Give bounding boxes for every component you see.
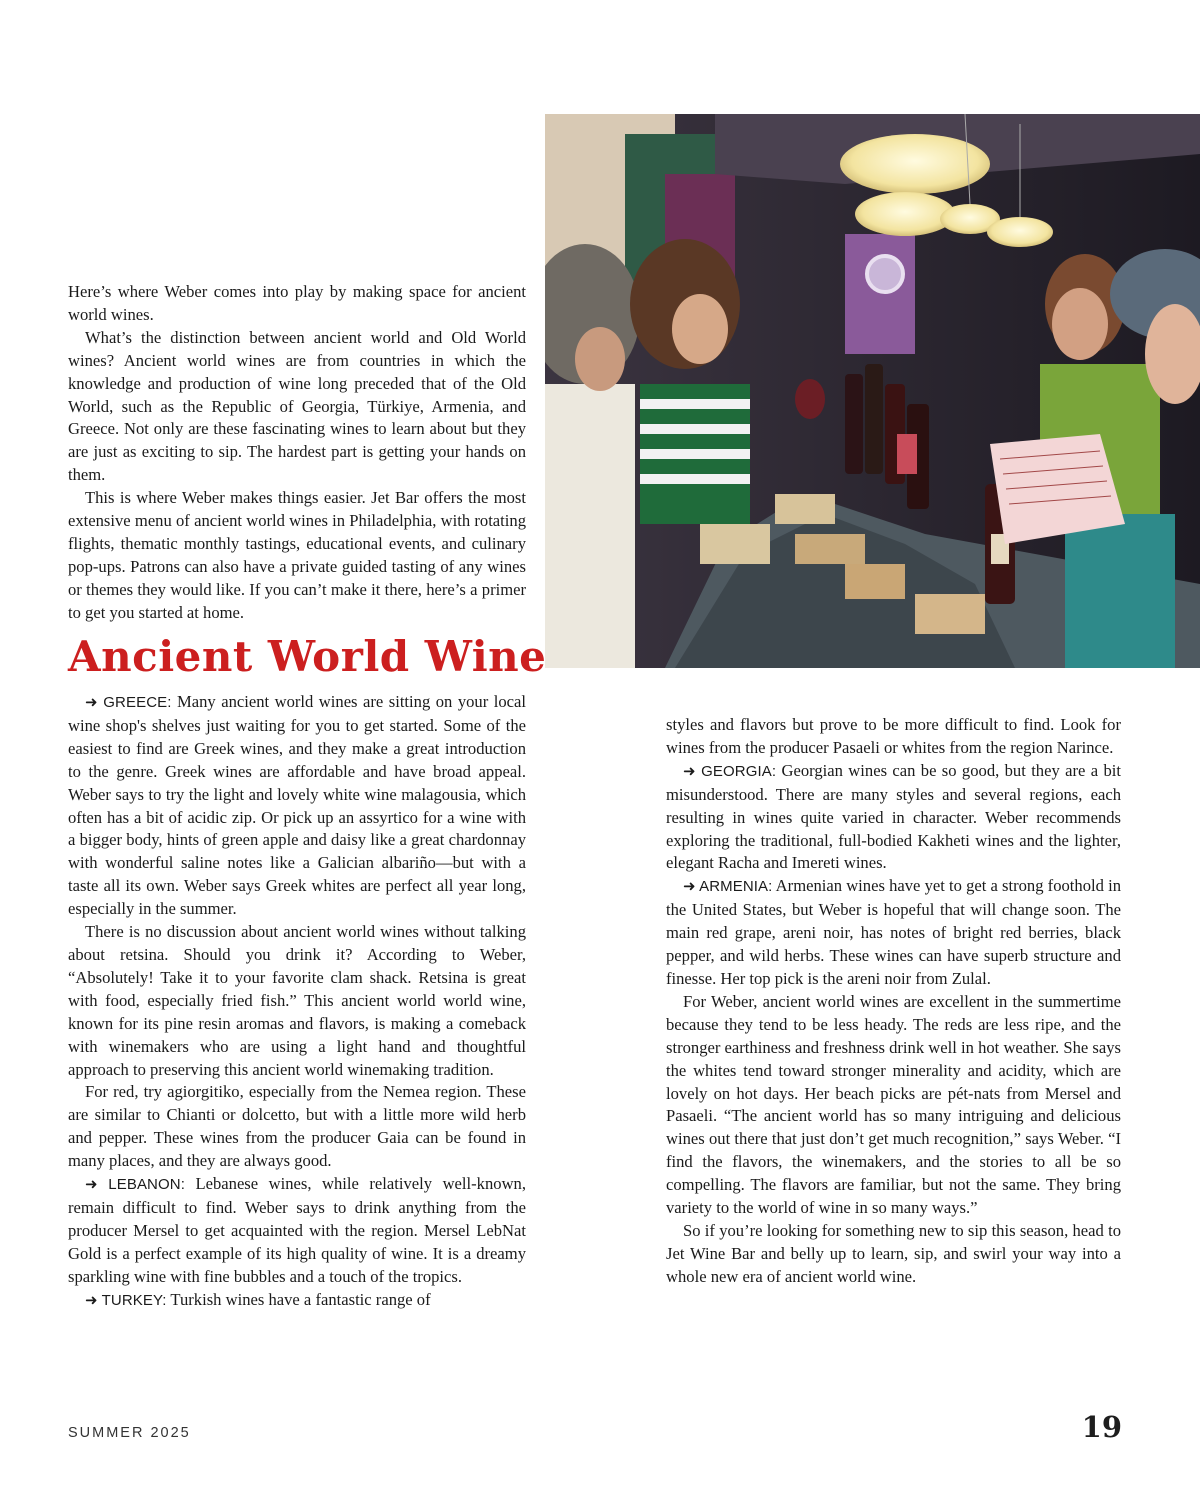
georgia-paragraph	[666, 760, 1121, 876]
greece-lead: ➜ GREECE:	[85, 694, 172, 711]
armenia-text: Armenian wines have yet to get a strong foothold in the United States, but Weber is hopeful that will change soon. The main red grape, areni noir, has notes of bright red berries, black pepper, and wild herbs. These wines can have superb structure and finesse. Her top pick is the areni noir from Zulal.	[666, 876, 1121, 988]
turkey-text: Turkish wines have a fantastic range of	[166, 1289, 431, 1309]
issue-label: SUMMER 2025	[68, 1425, 191, 1441]
greece-paragraph	[68, 691, 526, 921]
summer-paragraph: For Weber, ancient world wines are excellent in the summertime because they tend to be less heady. The reds are less ripe, and the stronger earthiness and freshness drink well in hot weather. She says the whites tend toward stronger minerality and acidity, which are lovely on hot days. Her beach picks are pét-nats from Mersel and Pasaeli. “The ancient world has so many intriguing and delicious wines out there that just don’t get much recognition,” says Weber. “I find the flavors, the winemakers, and the stories to all be so compelling. The flavors are familiar, but not the same. They bring variety to the world of wine in so many ways.”	[666, 991, 1121, 1218]
intro-paragraph: This is where Weber makes things easier. Jet Bar offers the most extensive menu of ancient world wines in Philadelphia, with rotating flights, thematic monthly tastings, educational events, and culinary pop-ups. Patrons can also have a private guided tasting of any wines or themes they would like. If you can’t make it there, here’s a primer to get you started at home.	[68, 488, 526, 622]
turkey-paragraph	[68, 1289, 526, 1313]
intro-paragraph: What’s the distinction between ancient world and Old World wines? Ancient world wines are from countries in which the knowledge and production of wine long preceded that of the Old World, such as the Republic of Georgia, Türkiye, Armenia, and Greece. Not only are these fascinating wines to learn about but they are just as exciting to sip. The hardest part is getting your hands on them.	[68, 327, 526, 485]
left-article-column	[68, 691, 526, 1312]
greece-text: Many ancient world wines are sitting on your local wine shop's shelves just waiting for you to get started. Some of the easiest to find are Greek wines, and they make a great introduction to the genre. Greek wines are affordable and have broad appeal. Weber says to try the light and lovely white wine malagousia, which often has a bit of acidic zip. Or pick up an assyrtico for a wine with a bigger body, hints of green apple and daisy like a great chardonnay with wonderful saline notes like a Galician albariño—but with a taste all its own. Weber says Greek whites are perfect all year long, especially in the summer.	[68, 692, 526, 919]
page-number: 19	[1081, 1410, 1122, 1444]
intro-paragraph: Here’s where Weber comes into play by making space for ancient world wines.	[68, 282, 526, 324]
turkey-continued-paragraph: styles and flavors but prove to be more difficult to find. Look for wines from the producer Pasaeli or whites from the region Narince.	[666, 715, 1121, 757]
closing-paragraph: So if you’re looking for something new to sip this season, head to Jet Wine Bar and belly up to learn, sip, and swirl your way into a whole new era of ancient world wine.	[666, 1220, 1121, 1286]
turkey-lead: ➜ TURKEY:	[85, 1291, 167, 1309]
armenia-paragraph	[666, 875, 1121, 991]
armenia-lead: ➜ ARMENIA:	[683, 878, 773, 896]
lebanon-paragraph	[68, 1173, 526, 1289]
lebanon-text: Lebanese wines, while relatively well-known, remain difficult to find. Weber says to drink anything from the producer Mersel to get acquainted with the region. Mersel LebNat Gold is a perfect example of its high quality of wine. It is a dreamy sparkling wine with fine bubbles and a touch of the tropics.	[68, 1174, 526, 1286]
section-headline: Ancient World Wine	[68, 632, 547, 681]
right-article-column	[666, 714, 1121, 1289]
wine-tasting-photo	[545, 114, 1200, 668]
intro-column	[68, 281, 526, 625]
retsina-paragraph: There is no discussion about ancient world wines without talking about retsina. Should you drink it? According to Weber, “Absolutely! Take it to your favorite clam shack. Retsina is great with food, especially fried fish.” This ancient world world wine, known for its pine resin aromas and flavors, is making a comeback with winemakers who are using a light hand and thoughtful approach to preserving this ancient world winemaking tradition.	[68, 922, 526, 1079]
lebanon-lead: ➜ LEBANON:	[85, 1176, 185, 1194]
georgia-text: Georgian wines can be so good, but they are a bit misunderstood. There are many styles and several regions, each resulting in wines quite varied in character. Weber recommends exploring the traditional, full-bodied Kakheti wines and the lighter, elegant Racha and Imereti wines.	[666, 760, 1121, 873]
georgia-lead: ➜ GEORGIA:	[683, 762, 777, 780]
red-paragraph: For red, try agiorgitiko, especially from the Nemea region. These are similar to Chianti or dolcetto, but with a little more wild herb and pepper. These wines from the producer Gaia can be found in many places, and they are always good.	[68, 1082, 526, 1171]
